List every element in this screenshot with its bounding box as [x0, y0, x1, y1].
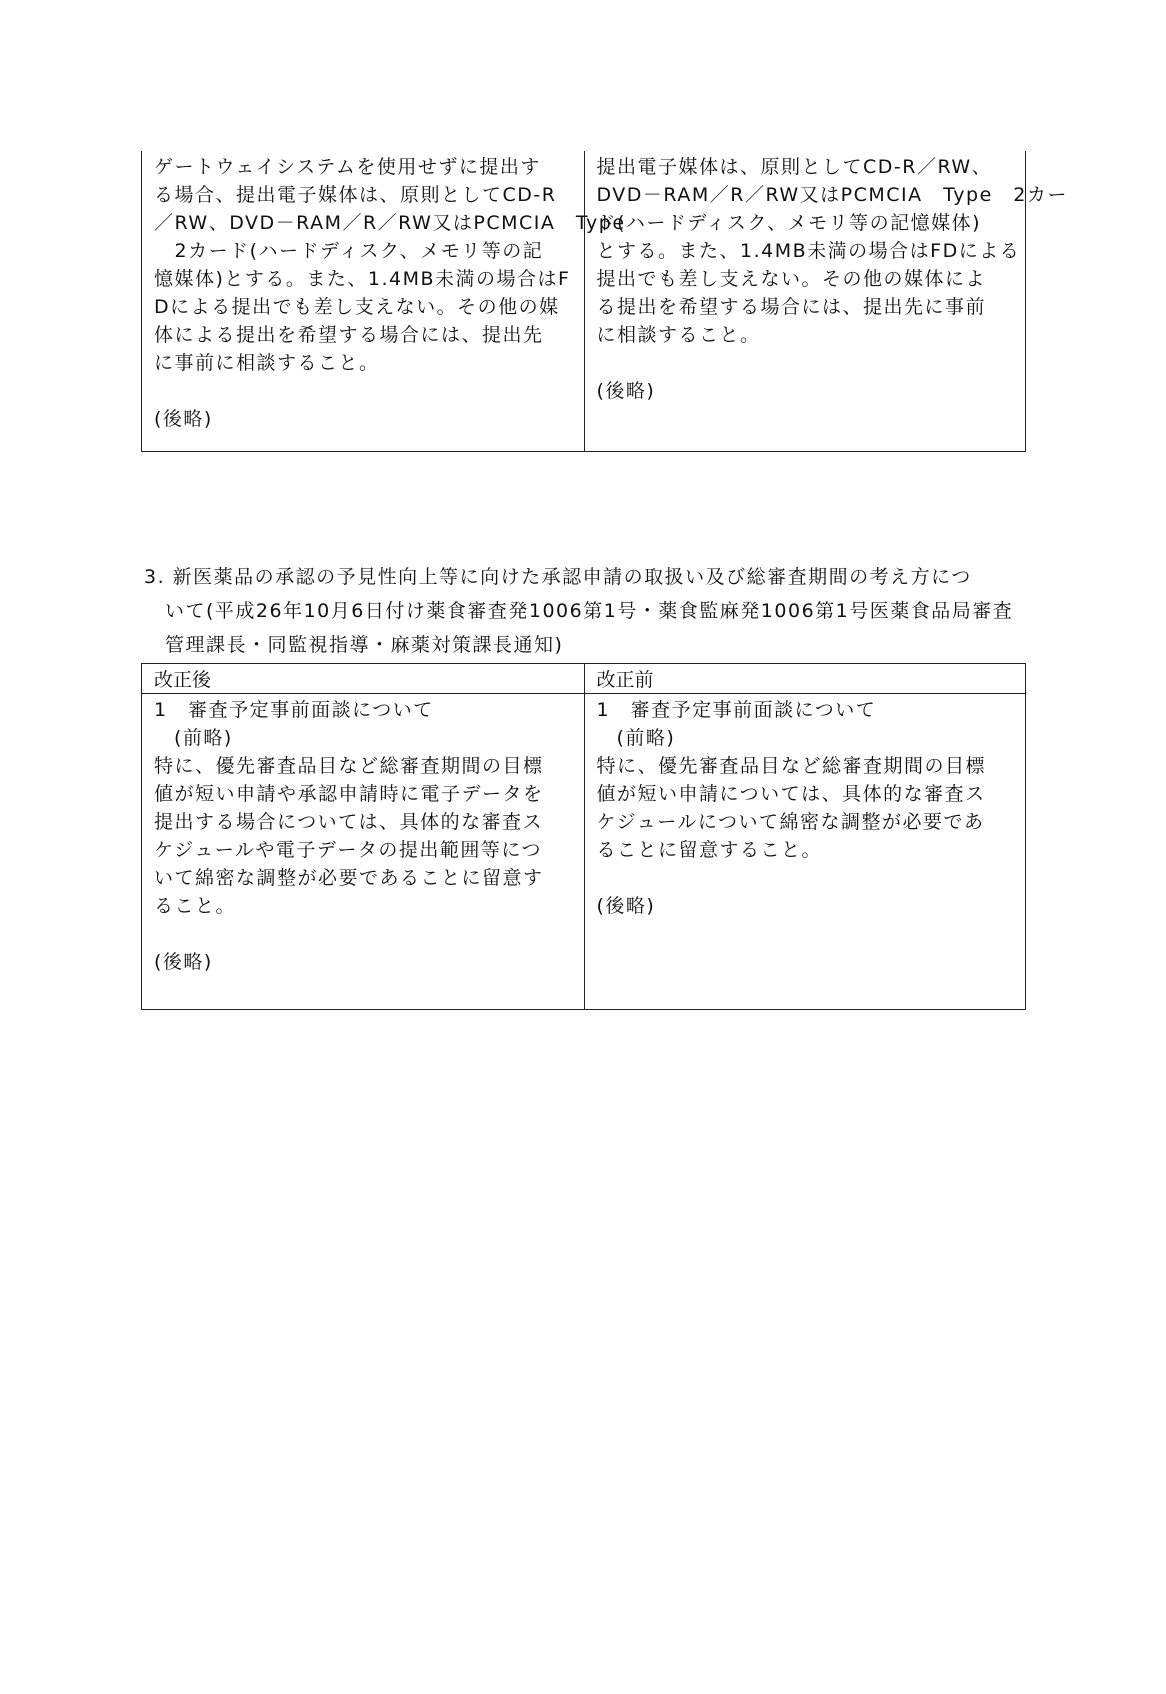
text-line: る提出を希望する場合には、提出先に事前	[596, 296, 987, 318]
item-title: 1 審査予定事前面談について	[154, 699, 434, 721]
header-before-revision: 改正前	[584, 664, 1026, 693]
text-line: 特に、優先審査品目など総審査期間の目標	[154, 755, 544, 777]
text-line: Dによる提出でも差し支えない。その他の媒	[154, 296, 560, 318]
omitted-note: (後略)	[154, 951, 213, 973]
text-line: 提出電子媒体は、原則としてCD-R／RW、	[596, 156, 993, 178]
comparison-table-section-3	[141, 663, 1026, 1010]
cell-before-revision	[584, 694, 1026, 1010]
heading-line: 3. 新医薬品の承認の予見性向上等に向けた承認申請の取扱い及び総審査期間の考え方につ	[144, 566, 972, 588]
cell-before-revision	[584, 151, 1068, 451]
text-line: ケジュールについて綿密な調整が必要であ	[596, 811, 985, 833]
table-header-row	[142, 664, 1025, 694]
cell-after-revision	[142, 694, 584, 1010]
table-row	[142, 694, 1025, 1010]
text-line: DVD－RAM／R／RW又はPCMCIA Type 2カー	[596, 184, 1068, 206]
text-line: 提出でも差し支えない。その他の媒体によ	[596, 268, 987, 290]
text-line: ド(ハードディスク、メモリ等の記憶媒体)	[596, 212, 982, 234]
text-line: 憶媒体)とする。また、1.4MB未満の場合はF	[154, 268, 571, 290]
item-title: 1 審査予定事前面談について	[596, 699, 877, 721]
omitted-note: (後略)	[596, 380, 656, 402]
heading-line: いて(平成26年10月6日付け薬食審査発1006第1号・薬食監麻発1006第1号医薬食品局審査	[165, 600, 1014, 622]
text-line: 値が短い申請や承認申請時に電子データを	[154, 783, 544, 805]
text-line: ゲートウェイシステムを使用せずに提出す	[154, 156, 541, 178]
comparison-table-continued	[141, 151, 1068, 452]
preceding-note: (前略)	[174, 727, 233, 749]
cell-after-revision	[142, 151, 626, 451]
text-line: に相談すること。	[596, 324, 761, 346]
text-line: とする。また、1.4MB未満の場合はFDによる	[596, 240, 1021, 262]
preceding-note: (前略)	[616, 727, 676, 749]
text-line: 2カード(ハードディスク、メモリ等の記	[154, 240, 544, 262]
heading-line: 管理課長・同監視指導・麻薬対策課長通知)	[165, 634, 564, 656]
text-line: ること。	[154, 895, 237, 917]
header-after-revision: 改正後	[154, 669, 212, 691]
text-line: 特に、優先審査品目など総審査期間の目標	[596, 755, 987, 777]
omitted-note: (後略)	[596, 895, 656, 917]
table-row	[142, 151, 1068, 451]
text-line: に事前に相談すること。	[154, 352, 380, 374]
text-line: いて綿密な調整が必要であることに留意す	[154, 867, 544, 889]
text-line: 提出する場合については、具体的な審査ス	[154, 811, 544, 833]
text-line: 体による提出を希望する場合には、提出先	[154, 324, 544, 346]
section-3-heading	[144, 560, 1034, 662]
text-line: 値が短い申請については、具体的な審査ス	[596, 783, 986, 805]
text-line: る場合、提出電子媒体は、原則としてCD-R	[154, 184, 557, 206]
text-line: ／RW、DVD－RAM／R／RW又はPCMCIA Type	[154, 212, 626, 234]
omitted-note: (後略)	[154, 408, 213, 430]
text-line: ケジュールや電子データの提出範囲等につ	[154, 839, 542, 861]
text-line: ることに留意すること。	[596, 839, 823, 861]
